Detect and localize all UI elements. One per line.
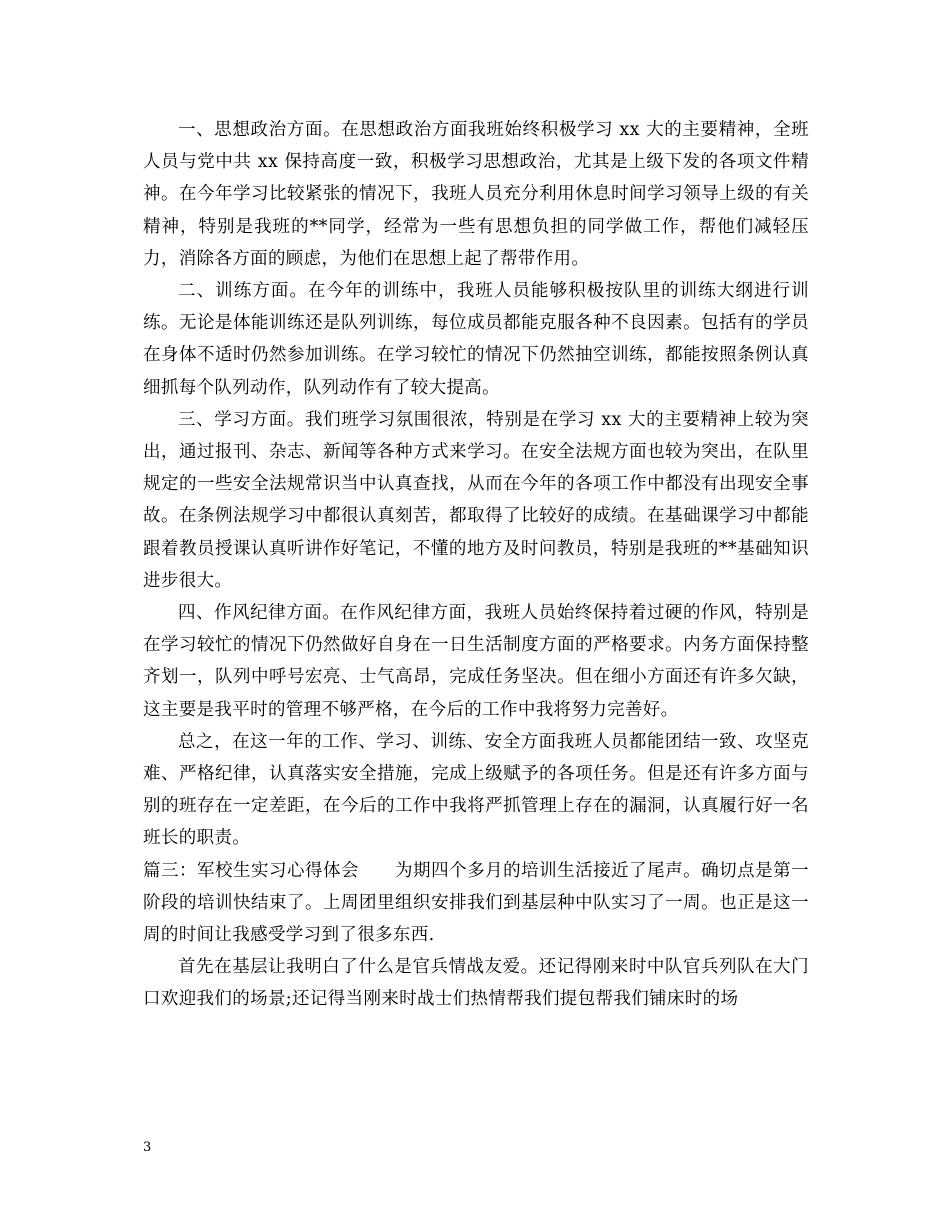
paragraph-training: 二、训练方面。在今年的训练中，我班人员能够积极按队里的训练大纲进行训练。无论是体能训练还是队列训练，每位成员都能克服各种不良因素。包括有的学员在身体不适时仍然参加训练。在学习较忙的情况下仍然抽空训练，都能按照条例认真细抓每个队列动作，队列动作有了较大提高。 [143,281,809,398]
page-number: 3 [143,1140,152,1155]
paragraph-ideology: 一、思想政治方面。在思想政治方面我班始终积极学习 xx 大的主要精神，全班人员与党中共 xx 保持高度一致，积极学习思想政治，尤其是上级下发的各项文件精神。在今年学习比较紧张的情况下，我班人员充分利用休息时间学习领导上级的有关精神，特别是我班的**同学，经常为一些有思想负担的同学做工作，帮他们减轻压力，消除各方面的顾虑，为他们在思想上起了帮带作用。 [143,120,809,269]
paragraph-section-three: 篇三：军校生实习心得体会 为期四个多月的培训生活接近了尾声。确切点是第一阶段的培训快结束了。上周团里组织安排我们到基层种中队实习了一周。也正是这一周的时间让我感受学习到了很多东西. [143,860,809,946]
paragraph-discipline: 四、作风纪律方面。在作风纪律方面，我班人员始终保持着过硬的作风，特别是在学习较忙的情况下仍然做好自身在一日生活制度方面的严格要求。内务方面保持整齐划一，队列中呼号宏亮、士气高昂，完成任务坚决。但在细小方面还有许多欠缺，这主要是我平时的管理不够严格，在今后的工作中我将努力完善好。 [143,603,809,720]
document-body [143,114,809,1016]
paragraph-summary: 总之，在这一年的工作、学习、训练、安全方面我班人员都能团结一致、攻坚克难、严格纪律，认真落实安全措施，完成上级赋予的各项任务。但是还有许多方面与别的班存在一定差距，在今后的工作中我将严抓管理上存在的漏洞，认真履行好一名班长的职责。 [143,731,809,849]
paragraph-first-grassroots: 首先在基层让我明白了什么是官兵情战友爱。还记得刚来时中队官兵列队在大门口欢迎我们的场景;还记得当刚来时战士们热情帮我们提包帮我们铺床时的场 [143,957,809,1010]
paragraph-study: 三、学习方面。我们班学习氛围很浓，特别是在学习 xx 大的主要精神上较为突出，通过报刊、杂志、新闻等各种方式来学习。在安全法规方面也较为突出，在队里规定的一些安全法规常识当中认真查找，从而在今年的各项工作中都没有出现安全事故。在条例法规学习中都很认真刻苦，都取得了比较好的成绩。在基础课学习中都能跟着教员授课认真听讲作好笔记，不懂的地方及时问教员，特别是我班的**基础知识进步很大。 [143,409,809,591]
